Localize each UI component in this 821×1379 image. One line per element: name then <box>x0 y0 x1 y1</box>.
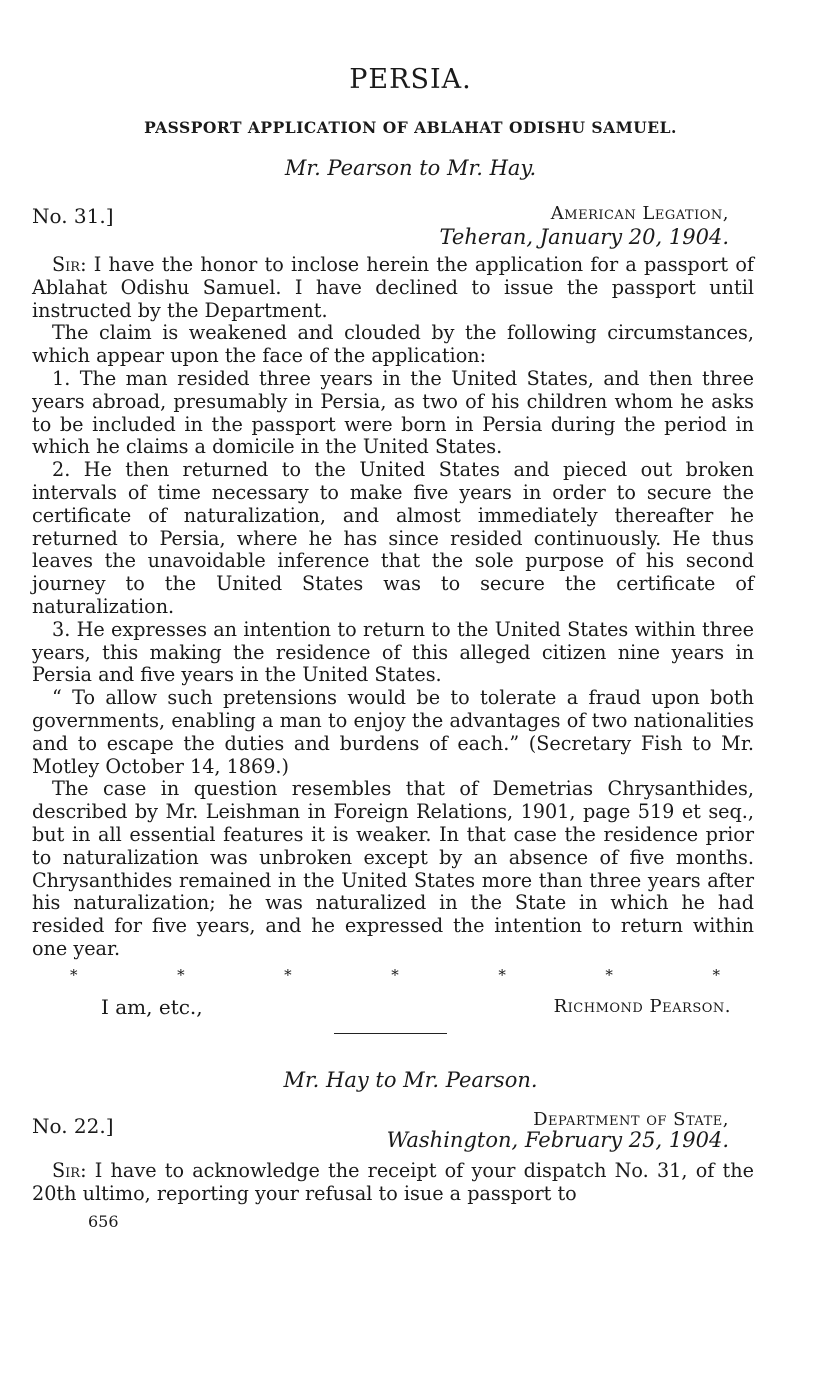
star-mark: * <box>70 966 78 984</box>
letter1-number: No. 31.] <box>32 204 114 228</box>
letter1-heading: Mr. Pearson to Mr. Hay. <box>284 156 537 180</box>
ellipsis-stars <box>70 966 720 984</box>
paragraph: The case in question resembles that of Demetrias Chrysanthides, described by Mr. Leishman in Foreign Relations, 1901, page 519 et seq., but in all essential features it is weaker. In that case the residence prior to naturalization was unbroken except by an absence of five months. Chrysanthides remained in the United States more than three years after his naturalization; he was naturalized in the State in which he had resided for five years, and he expressed the intention to return within one year. <box>32 777 754 960</box>
paragraph-text: I have the honor to inclose herein the application for a passport of Ablahat Odishu Samuel. I have declined to issue the passport until instructed by the Department. <box>32 253 754 322</box>
letter2-number: No. 22.] <box>32 1114 114 1138</box>
letter1-signature: Richmond Pearson. <box>553 996 731 1017</box>
paragraph-text: I have to acknowledge the receipt of your dispatch No. 31, of the 20th ultimo, reporting your refusal to isue a passport to <box>32 1159 754 1205</box>
paragraph <box>32 1160 754 1206</box>
letter2-body <box>32 1160 754 1206</box>
letter2-heading: Mr. Hay to Mr. Pearson. <box>283 1068 538 1092</box>
star-mark: * <box>391 966 399 984</box>
star-mark: * <box>177 966 185 984</box>
letter1-sender: American Legation, <box>550 203 729 224</box>
salutation: Sir: <box>52 253 87 276</box>
star-mark: * <box>284 966 292 984</box>
salutation: Sir: <box>52 1159 87 1182</box>
country-title: PERSIA. <box>349 64 472 95</box>
subject-heading: PASSPORT APPLICATION OF ABLAHAT ODISHU SAMUEL. <box>144 118 677 137</box>
page-number: 656 <box>88 1212 119 1231</box>
paragraph: 2. He then returned to the United States and pieced out broken intervals of time necessary to make five years in order to secure the certificate of naturalization, and almost immediately thereafter he returned to Persia, where he has since resided continuously. He thus leaves the unavoidable inference that the sole purpose of his second journey to the United States was to secure the certificate of naturalization. <box>32 458 754 618</box>
letter2-place-date: Washington, February 25, 1904. <box>386 1128 729 1152</box>
star-mark: * <box>712 966 720 984</box>
letter1-body <box>32 254 754 961</box>
paragraph: 1. The man resided three years in the United States, and then three years abroad, presumably in Persia, as two of his children whom he asks to be included in the passport were born in Persia during the period in which he claims a domicile in the United States. <box>32 366 754 459</box>
letter1-closing: I am, etc., <box>101 995 203 1019</box>
section-divider <box>334 1033 447 1034</box>
letter2-sender: Department of State, <box>533 1109 729 1130</box>
star-mark: * <box>498 966 506 984</box>
star-mark: * <box>605 966 613 984</box>
paragraph: “ To allow such pretensions would be to tolerate a fraud upon both governments, enabling a man to enjoy the advantages of two nationalities and to escape the duties and burdens of each.” (Secretary Fish to Mr. Motley October 14, 1869.) <box>32 686 754 778</box>
paragraph: The claim is weakened and clouded by the following circumstances, which appear upon the face of the application: <box>32 321 754 368</box>
paragraph <box>32 254 754 322</box>
letter1-place-date: Teheran, January 20, 1904. <box>439 225 729 249</box>
paragraph: 3. He expresses an intention to return to the United States within three years, this making the residence of this alleged citizen nine years in Persia and five years in the United States. <box>32 617 754 687</box>
